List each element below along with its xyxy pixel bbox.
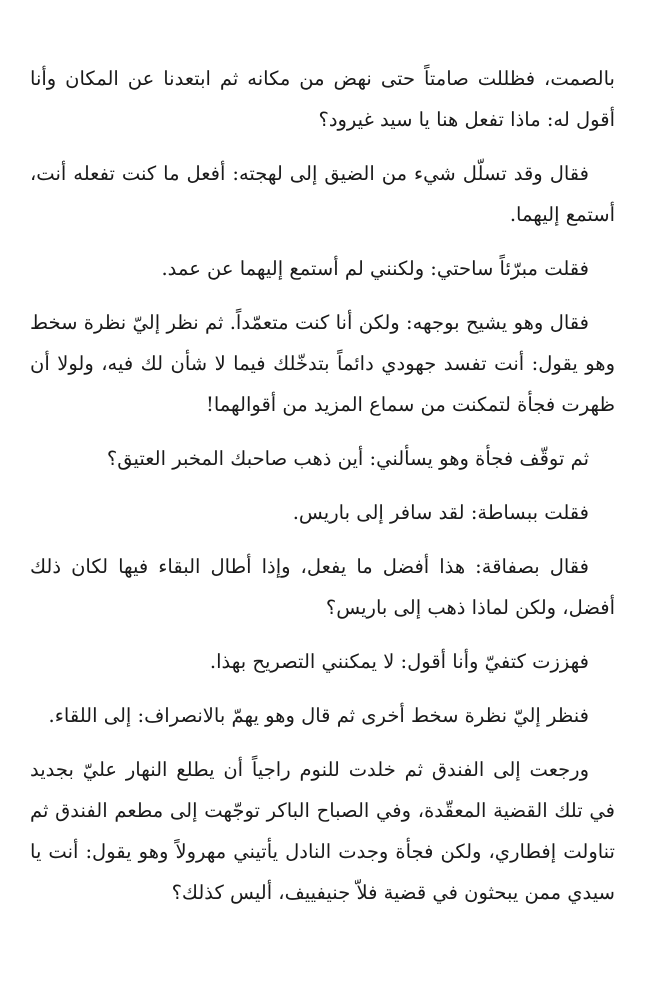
paragraph-2: فقال وقد تسلّل شيء من الضيق إلى لهجته: أفعل ما كنت تفعله أنت، أستمع إليهما. (30, 162, 615, 226)
paragraph-10: ورجعت إلى الفندق ثم خلدت للنوم راجياً أن يطلع النهار عليّ بجديد في تلك القضية المعقّدة، وفي الصباح الباكر توجّهت إلى مطعم الفندق ثم تناولت إفطاري، ولكن فجأة وجدت النادل يأتيني مهرولاً وهو يقول: أنت يا سيدي ممن يبحثون في قضية فلاّ جنيفييف، أليس كذلك؟ (30, 758, 615, 904)
paragraph-8: فهززت كتفيّ وأنا أقول: لا يمكنني التصريح بهذا. (209, 650, 589, 673)
paragraph-3: فقلت مبرّئاً ساحتي: ولكنني لم أستمع إليهما عن عمد. (161, 257, 589, 280)
paragraph-6: فقلت ببساطة: لقد سافر إلى باريس. (292, 501, 589, 524)
paragraph-1: بالصمت، فظللت صامتاً حتى نهض من مكانه ثم ابتعدنا عن المكان وأنا أقول له: ماذا تفعل هنا يا سيد غيرود؟ (30, 67, 615, 131)
paragraph-5: ثم توقّف فجأة وهو يسألني: أين ذهب صاحبك المخبر العتيق؟ (106, 447, 589, 470)
paragraph-9: فنظر إليّ نظرة سخط أخرى ثم قال وهو يهمّ بالانصراف: إلى اللقاء. (48, 704, 589, 727)
paragraph-4: فقال وهو يشيح بوجهه: ولكن أنا كنت متعمّداً. ثم نظر إليّ نظرة سخط وهو يقول: أنت تفسد جهودي دائماً بتدخّلك فيما لا شأن لك فيه، ولولا أن ظهرت فجأة لتمكنت من سماع المزيد من أقوالهما! (30, 311, 615, 416)
paragraph-7: فقال بصفاقة: هذا أفضل ما يفعل، وإذا أطال البقاء فيها لكان ذلك أفضل، ولكن لماذا ذهب إلى باريس؟ (30, 555, 615, 619)
page-text (30, 58, 615, 913)
